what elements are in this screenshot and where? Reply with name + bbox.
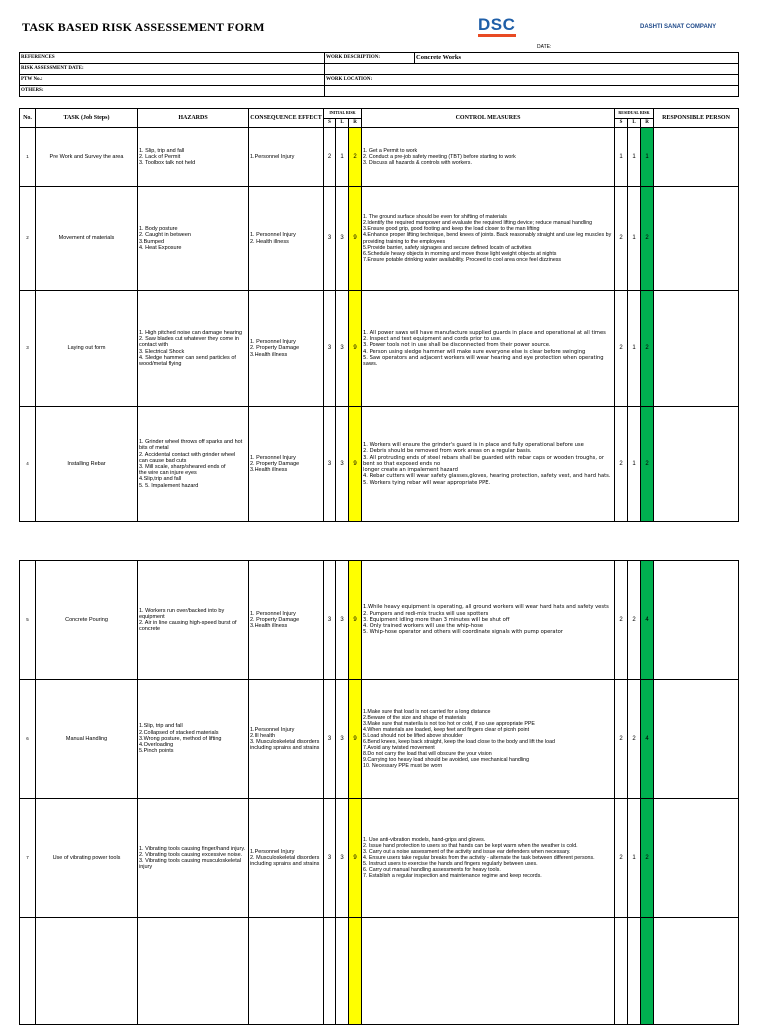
hazards-cell-line: 1. Body posture [139, 226, 178, 233]
control-measures-cell-line: 7. Establish a regular inspection and maintenance regime and keep records. [363, 873, 542, 880]
hazards-cell-line: 2. Air in line causing high-speed burst of concrete [139, 620, 237, 633]
residual-risk-rating: 2 [641, 187, 654, 291]
hazards-cell-line: 3.Bumped [139, 238, 165, 245]
control-measures-cell-line: 2. Issue hand protection to users so that hands can be kept warm when the weather is cold. [363, 842, 578, 849]
consequence-cell-line: 1. Personnel Injury [250, 339, 296, 346]
control-measures-cell-line: 1. Get a Permit to work [363, 147, 418, 154]
consequence-cell [249, 291, 324, 407]
consequence-cell-line: 2.Ill health [250, 732, 276, 739]
control-measures-cell-line: 2.Beware of the size and shape of materials [363, 714, 467, 721]
control-measures-cell-line: 2. Conduct a pre-job safety meeting (TBT) before starting to work [363, 153, 516, 160]
risk-row [20, 291, 739, 407]
control-measures-cell-line: 4. Rebar cutters will wear safety glasses,gloves, hearing protection, safety vest, and hard hats. [363, 473, 611, 480]
hazards-cell-line: 4. Sledge hammer can send particles of [139, 354, 236, 361]
initial-severity [324, 918, 336, 1025]
col-task: TASK (Job Steps) [36, 109, 138, 128]
work-description-label: WORK DESCRIPTION: [325, 53, 415, 64]
hazards-cell-line: 3. Vibrating tools causing musculoskeletal injury [139, 858, 242, 871]
control-measures-cell-line: 3. All protruding ends of steel rebars shall be guarded with rebar caps or wooden troughs, or bent so that exposed ends no [363, 454, 604, 467]
consequence-cell-line: 2. Health illness [250, 238, 289, 245]
responsible-person-cell [654, 918, 739, 1025]
hazards-cell-line: 3.Wrong posture, method of lifting [139, 735, 222, 742]
form-title: TASK BASED RISK ASSESSEMENT FORM [22, 20, 265, 34]
initial-risk-rating: 9 [349, 407, 362, 522]
control-measures-cell-line: 5. Saw operators and adjacent workers will wear hearing and eye protection when operating saws. [363, 354, 604, 368]
residual-risk-rating [641, 918, 654, 1025]
consequence-cell [249, 561, 324, 680]
control-measures-cell-line: 1. Use anti-vibration models, hand-grips and gloves. [363, 836, 486, 843]
hazards-cell-line: 2. Accidental contact with grinder wheel [139, 451, 236, 458]
control-measures-cell-line: 2. Debris should be removed from work areas on a regular basis. [363, 448, 532, 455]
row-number: 4 [20, 407, 36, 522]
col-consequence: CONSEQUENCE EFFECT [249, 109, 324, 128]
hazards-cell [138, 680, 249, 799]
responsible-person-cell [654, 291, 739, 407]
initial-severity: 3 [324, 561, 336, 680]
initial-severity: 3 [324, 680, 336, 799]
info-table [19, 52, 739, 97]
control-measures-cell-line: 4. Ensure users take regular breaks from the activity - alternate the task between different persons. [363, 854, 595, 861]
residual-severity: 1 [615, 128, 628, 187]
company-name: DASHTI SANAT COMPANY [640, 24, 717, 30]
control-measures-cell-line: 1. Workers will ensure the grinder's guard is in place and fully operational before use [363, 441, 584, 448]
hazards-cell-line: 5.Pinch points [139, 748, 174, 755]
consequence-cell-line: 1. Personnel Injury [250, 232, 296, 239]
control-measures-cell-line: 5. Instruct users to exercise the hands and fingers regularly between uses. [363, 861, 538, 868]
consequence-cell-line: 3. Musculoskeletal disorders including sprains and strains [250, 739, 320, 752]
col-initial-l: L [336, 119, 349, 128]
hazards-cell-line: contact with [139, 342, 169, 349]
hazards-cell [138, 407, 249, 522]
hazards-cell [138, 291, 249, 407]
residual-severity: 2 [615, 799, 628, 918]
hazards-cell-line: 1.Slip, trip and fall [139, 723, 183, 730]
hazards-cell-line: 1. Workers run over/backed into by equipment [139, 607, 225, 620]
row-number: 7 [20, 799, 36, 918]
residual-severity: 2 [615, 291, 628, 407]
hazards-cell-line: 1. Vibrating tools causing finger/hand injury. [139, 845, 246, 852]
hazards-cell-line: 3. Electrical Shock [139, 348, 185, 355]
col-residual-s: S [615, 119, 628, 128]
hazards-cell-line: 1. Grinder wheel throws off sparks and hot [139, 439, 243, 446]
residual-severity: 2 [615, 680, 628, 799]
control-measures-cell-line: 7.Avoid any twisted movement [363, 745, 435, 752]
consequence-cell-line: 3.Health illness [250, 623, 288, 630]
work-description-blank [325, 64, 739, 75]
control-measures-cell-line: 3. Power tools not in use shall be disconnected from their power source. [363, 342, 551, 349]
hazards-cell [138, 918, 249, 1025]
row-number: 5 [20, 561, 36, 680]
control-measures-cell-line: 1. The ground surface should be even for shifting of materials [363, 214, 507, 221]
consequence-cell-line: 1. Personnel Injury [250, 610, 296, 617]
consequence-cell-line: 1.Personnel Injury [250, 153, 295, 160]
logo-text: DSC [478, 15, 516, 34]
residual-likelihood [628, 918, 641, 1025]
col-responsible: RESPONSIBLE PERSON [654, 109, 739, 128]
responsible-person-cell [654, 128, 739, 187]
residual-severity: 2 [615, 407, 628, 522]
initial-likelihood: 1 [336, 128, 349, 187]
logo-underline [478, 34, 516, 37]
responsible-person-cell [654, 561, 739, 680]
control-measures-cell-line: 6.Schedule heavy objects in morning and move those light weight objects at nights [363, 250, 557, 257]
hazards-cell-line: 2. Lack of Permit [139, 153, 181, 160]
consequence-cell [249, 799, 324, 918]
initial-severity: 3 [324, 291, 336, 407]
residual-severity: 2 [615, 187, 628, 291]
row-number: 1 [20, 128, 36, 187]
control-measures-cell-line: 7.Ensure potable drinking water availability. Proceed to cool area once feel dizziness [363, 256, 562, 263]
initial-severity: 3 [324, 187, 336, 291]
hazards-cell-line: 4.Overloading [139, 742, 174, 749]
risk-table-page-2 [19, 560, 739, 1025]
residual-severity: 2 [615, 561, 628, 680]
hazards-cell-line: can cause bad cuts [139, 457, 187, 464]
others-label: OTHERS: [20, 86, 325, 97]
ptw-label: PTW No.: [20, 75, 325, 86]
row-number [20, 918, 36, 1025]
responsible-person-cell [654, 187, 739, 291]
col-initial-r: R [349, 119, 362, 128]
control-measures-cell [362, 680, 615, 799]
row-number: 3 [20, 291, 36, 407]
control-measures-cell [362, 799, 615, 918]
risk-row [20, 799, 739, 918]
hazards-cell-line: 1. High pitched noise can damage hearing [139, 329, 243, 336]
control-measures-cell-line: 3. Discuss all hazards & controls with workers. [363, 160, 472, 167]
residual-risk-rating: 4 [641, 561, 654, 680]
initial-risk-rating: 9 [349, 680, 362, 799]
residual-likelihood: 1 [628, 291, 641, 407]
task-step: Use of vibrating power tools [36, 799, 138, 918]
col-initial-risk: INITIAL RISK [324, 109, 362, 119]
hazards-cell-line: 2. Caught in between [139, 232, 191, 239]
hazards-cell-line: wood/metal flying [139, 360, 182, 367]
initial-risk-rating: 9 [349, 187, 362, 291]
col-residual-l: L [628, 119, 641, 128]
control-measures-cell-line: 4.Enhance proper lifting technique, bend knees of joints. Back reasonably straight and use leg muscles by providing training to the employees [363, 232, 612, 245]
hazards-cell [138, 187, 249, 291]
initial-risk-rating: 9 [349, 561, 362, 680]
consequence-cell-line: 1.Personnel Injury [250, 848, 295, 855]
control-measures-cell [362, 918, 615, 1025]
hazards-cell-line: 3. Toolbox talk not held [139, 160, 196, 167]
consequence-cell [249, 407, 324, 522]
control-measures-cell-line: 9.Carrying too heavy load should be avoided, use mechanical handling [363, 757, 530, 764]
residual-likelihood: 1 [628, 187, 641, 291]
hazards-cell-line: the wire can injure eyes [139, 470, 197, 477]
control-measures-cell [362, 128, 615, 187]
residual-severity [615, 918, 628, 1025]
consequence-cell [249, 918, 324, 1025]
task-step: Pre Work and Survey the area [36, 128, 138, 187]
control-measures-cell-line: 5.Provide barrier, safety signages and secure defined locatn of activities [363, 244, 532, 251]
residual-likelihood: 2 [628, 561, 641, 680]
control-measures-cell-line: 3. Carry out a noise assessment of the activity and issue ear defenders when necessary. [363, 848, 571, 855]
work-description-value: Concrete Works [415, 53, 739, 64]
control-measures-cell-line: 6. Carry out manual handling assessments for heavy tools. [363, 867, 501, 874]
control-measures-cell-line: 6.Bend knees, keep back straight, keep the load close to the body and lift the load [363, 739, 555, 745]
hazards-cell [138, 799, 249, 918]
risk-row [20, 407, 739, 522]
initial-likelihood: 3 [336, 407, 349, 522]
references-label: REFERENCES [20, 53, 325, 64]
hazards-cell-line: 5. 5. Impalement hazard [139, 482, 199, 489]
consequence-cell-line: 2. Property Damage [250, 460, 300, 467]
hazards-cell-line: 1. Slip, trip and fall [139, 147, 185, 154]
row-number: 2 [20, 187, 36, 291]
control-measures-cell-line: 4. Only trained workers will use the whip-hose [363, 623, 484, 630]
initial-likelihood [336, 918, 349, 1025]
empty-row [20, 918, 739, 1025]
consequence-cell-line: 2. Property Damage [250, 616, 300, 623]
control-measures-cell-line: 1.While heavy equipment is operating, all ground workers will wear hard hats and safety vests [363, 604, 609, 611]
control-measures-cell-line: 2.Identify the required manpower and evaluate the required lifting device; reduce manual handling [363, 220, 593, 227]
consequence-cell-line: 3.Health illness [250, 351, 288, 358]
hazards-cell-line: 3. Mill scale, sharp/sheared ends of [139, 464, 226, 470]
work-location-label: WORK LOCATION: [325, 75, 739, 86]
residual-likelihood: 1 [628, 799, 641, 918]
residual-risk-rating: 2 [641, 407, 654, 522]
hazards-cell-line: 4.Slip,trip and fall [139, 476, 182, 483]
task-step: Movement of materials [36, 187, 138, 291]
consequence-cell [249, 680, 324, 799]
initial-likelihood: 3 [336, 187, 349, 291]
control-measures-cell-line: 2. Pumpers and redi-mix trucks will use spotters [363, 610, 489, 617]
hazards-cell-line: 2. Vibrating tools causing excessive noise. [139, 851, 243, 858]
control-measures-cell-line: 3.Ensure good grip, good footing and keep the load closer to the man lifting [363, 226, 540, 233]
risk-table-page-1 [19, 108, 739, 522]
risk-row [20, 680, 739, 799]
risk-row [20, 128, 739, 187]
consequence-cell [249, 187, 324, 291]
initial-risk-rating: 9 [349, 799, 362, 918]
initial-likelihood: 3 [336, 680, 349, 799]
initial-likelihood: 3 [336, 799, 349, 918]
task-step: Laying out form [36, 291, 138, 407]
hazards-cell-line: 2.Collapsed of stacked materials [139, 729, 219, 736]
col-control-measures: CONTROL MEASURES [362, 109, 615, 128]
residual-likelihood: 2 [628, 680, 641, 799]
work-location-blank [325, 86, 739, 97]
control-measures-cell-line: 10. Necessary PPE must be worn [363, 763, 443, 770]
residual-risk-rating: 4 [641, 680, 654, 799]
responsible-person-cell [654, 680, 739, 799]
risk-date-label: RISK ASSESSMENT DATE: [20, 64, 325, 75]
hazards-cell-line: bits of metal [139, 445, 169, 452]
control-measures-cell-line: 4. Person using sledge hammer will make sure everyone else is clear before swinging [363, 348, 586, 355]
risk-row [20, 187, 739, 291]
col-hazards: HAZARDS [138, 109, 249, 128]
row-number: 6 [20, 680, 36, 799]
residual-risk-rating: 2 [641, 291, 654, 407]
hazards-cell [138, 561, 249, 680]
initial-severity: 3 [324, 407, 336, 522]
residual-risk-rating: 2 [641, 799, 654, 918]
col-residual-risk: RESIDUAL RISK [615, 109, 654, 119]
initial-likelihood: 3 [336, 291, 349, 407]
control-measures-cell [362, 561, 615, 680]
hazards-cell-line: 2. Saw blades cut whatever they come in [139, 336, 239, 343]
dsc-logo [478, 16, 518, 40]
control-measures-cell-line: 5. Workers tying rebar will wear appropriate PPE. [363, 479, 491, 486]
residual-risk-rating: 1 [641, 128, 654, 187]
initial-risk-rating: 2 [349, 128, 362, 187]
initial-severity: 2 [324, 128, 336, 187]
control-measures-cell-line: 5. Whip-hose operator and others will coordinate signals with pump operator [363, 629, 563, 636]
control-measures-cell [362, 407, 615, 522]
col-initial-s: S [324, 119, 336, 128]
control-measures-cell [362, 187, 615, 291]
initial-severity: 3 [324, 799, 336, 918]
consequence-cell [249, 128, 324, 187]
initial-likelihood: 3 [336, 561, 349, 680]
control-measures-cell-line: 4.When materials are loaded, keep feet and fingers clear of picnh point [363, 726, 530, 733]
task-step: Manual Handling [36, 680, 138, 799]
consequence-cell-line: 2. Property Damage [250, 345, 300, 352]
responsible-person-cell [654, 799, 739, 918]
control-measures-cell-line: 3.Make sure that materila is not too hot or cold, if so use appropriate PPE [363, 720, 535, 727]
control-measures-cell-line: 1.Make sure that load is not carried for a long distance [363, 708, 491, 715]
control-measures-cell-line: 2. Inspect and test equipment and cords prior to use. [363, 335, 502, 342]
risk-row [20, 561, 739, 680]
consequence-cell-line: 1. Personnel Injury [250, 454, 296, 461]
col-no: No. [20, 109, 36, 128]
task-step: Installing Rebar [36, 407, 138, 522]
control-measures-cell-line: 5.Load should not be lifted above shoulder [363, 732, 463, 739]
control-measures-cell-line: 3. Equipment idling more than 3 minutes will be shut off [363, 616, 510, 623]
date-label: DATE: [537, 44, 552, 50]
responsible-person-cell [654, 407, 739, 522]
consequence-cell-line: 1.Personnel Injury [250, 726, 295, 733]
control-measures-cell-line: longer create an impalement hazard [363, 467, 458, 474]
initial-risk-rating [349, 918, 362, 1025]
consequence-cell-line: 2. Musculoskeletal disorders including sprains and strains [250, 854, 320, 868]
control-measures-cell-line: 1. All power saws will have manufacture supplied guards in place and operational at all times [363, 329, 606, 336]
residual-likelihood: 1 [628, 407, 641, 522]
initial-risk-rating: 9 [349, 291, 362, 407]
task-step [36, 918, 138, 1025]
col-residual-r: R [641, 119, 654, 128]
task-step: Concrete Pouring [36, 561, 138, 680]
consequence-cell-line: 3.Health illness [250, 467, 288, 474]
residual-likelihood: 1 [628, 128, 641, 187]
control-measures-cell [362, 291, 615, 407]
control-measures-cell-line: 8.Do not carry the load that will obscure the your vision [363, 751, 492, 758]
hazards-cell-line: 4. Heat Exposure [139, 244, 182, 251]
hazards-cell [138, 128, 249, 187]
